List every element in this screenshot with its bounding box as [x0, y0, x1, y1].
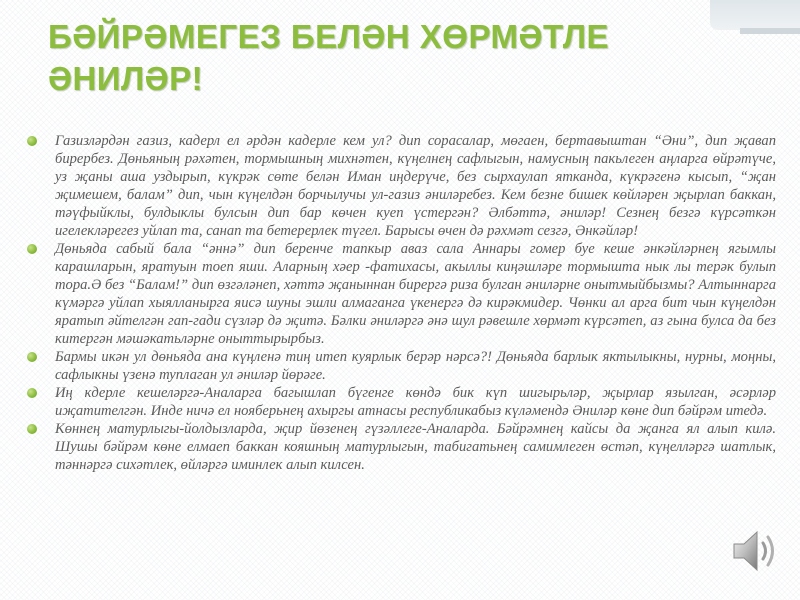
- bullet-icon: [27, 424, 37, 434]
- paragraph-2: [24, 240, 776, 348]
- slide-body: [24, 132, 776, 474]
- paragraph-text: Дөньяда сабый бала “әннә” дип беренче тапкыр аваз сала Аннары гомер буе кеше әнкәйләрнең ягымлы карашларын, яратуын тоеп яши. Аларның хәер -фатихасы, акыллы киңәшләре тормышта нык лы терәк булып тора.Ә без “Балам!” дип өзгәләнеп, хәттә җаныннан бирергә риза булган әниләрне онытмыйбызмы? Алтыннарга күмәргә уйлап хыялланырга яисә шуны эшли алмаганга үкенергә дә кирәкмидер. Чөнки ал арга бит чын күңелдән яратып әйтелгән гап-гади сүзләр дә җитә. Бәлки әниләргә әнә шул рәвешле хөрмәт күрсәтеп, аз гына булса да без китергән мәшәкатьләрне оныттырырбыз.: [55, 241, 776, 347]
- speaker-icon[interactable]: [726, 523, 782, 579]
- paragraph-5: [24, 420, 776, 474]
- paragraph-text: Бармы икән ул дөньяда ана күңленә тиң итеп куярлык берәр нәрсә?! Дөньяда барлык яктылыкны, нурны, моңны, сафлыкны үзенә туплаган ул әниләр йөрәге.: [55, 349, 776, 383]
- title-line-2: ӘНИЛӘР!: [48, 60, 204, 97]
- paragraph-1: [24, 132, 776, 240]
- bullet-icon: [27, 388, 37, 398]
- paragraph-text: Иң кдерле кешеләргә-Аналарга багышлап бүгенге көндә бик күп шигырьләр, җырлар язылган, әсәрләр иҗатителгән. Инде ничә ел нояберьнең ахыргы атнасы республикабыз күләмендә Әниләр көне дип бәйрәм итедә.: [55, 385, 776, 419]
- paragraph-3: [24, 348, 776, 384]
- bullet-icon: [27, 136, 37, 146]
- speaker-icon-graphic: [726, 523, 782, 579]
- paragraph-text: Газизләрдән газиз, кадерл ел әрдән кадерле кем ул? дип сорасалар, мөгаен, бертавыштан “Әни”, дип җавап бирербез. Дөньяның рәхәтен, тормышның михнәтен, күңелнең сафлыгын, намусның пакьлеген аңларга өйрәтүче, уз җаны аша уздырып, күкрәк сөте белән Иман иңдерүче, без сырхаулап ятканда, күкрәгенә кысып, “җан җимешем, балам” дип, чын күңелдән борчылучы ул-газиз әниләребез. Кем безне бишек көйләрен җырлап баккан, тәүфыйклы, булдыклы булсын дип бар көчен куеп үстергән? Әлбәттә, әниләр! Сезнең безгә күрсәткән игелекләрегез уйлап та, санап та бетерерлек түгел. Барысы өчен дә рәхмәт сезгә, Әнкәйләр!: [55, 133, 776, 239]
- bullet-icon: [27, 352, 37, 362]
- corner-decoration: [710, 0, 800, 30]
- bullet-icon: [27, 244, 37, 254]
- paragraph-4: [24, 384, 776, 420]
- slide-title: [48, 16, 688, 100]
- corner-strip-decoration: [740, 28, 800, 34]
- title-line-1: БӘЙРӘМЕГЕЗ БЕЛӘН ХӨРМӘТЛЕ: [48, 18, 609, 55]
- paragraph-text: Көннең матурлыгы-йолдызларда, җир йөзенең гүзәллеге-Аналарда. Бәйрәмнең кайсы да җанга ял алып килә. Шушы бәйрәм көне елмаеп баккан кояшның матурлыгын, табигатьнең самимлеген өстәп, күңелләргә шатлык, тәннәргә сихәтлек, өйләргә иминлек алып килсен.: [55, 421, 776, 473]
